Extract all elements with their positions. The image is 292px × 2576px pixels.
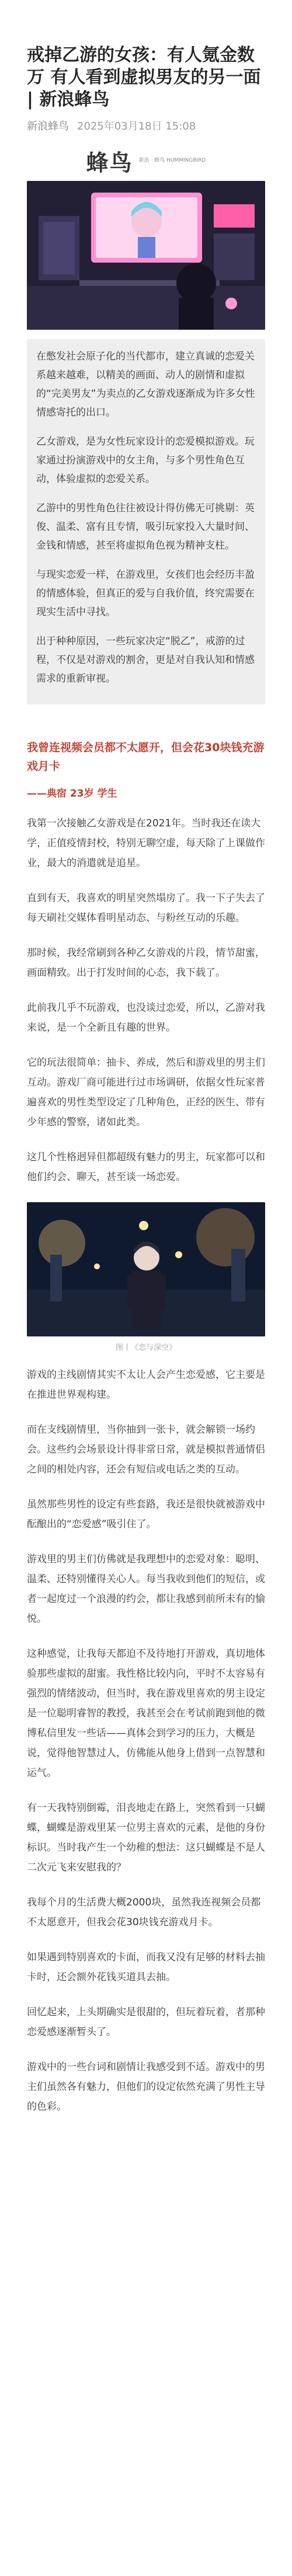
body-paragraph: 那时候，我经常刷到各种乙女游戏的片段，情节甜蜜，画面精致。出于打发时间的心态，我下载了。 <box>27 947 265 979</box>
intro-paragraph: 与现实恋爱一样，在游戏里，女孩们也会经历丰盈的情感体验，但真正的爱与自我价值，终究需要在现实生活中寻找。 <box>36 569 255 618</box>
body-paragraph: 这种感觉，让我每天都迫不及待地打开游戏，真切地体验那些虚拟的甜蜜。我性格比较内向，平时不太容易有强烈的情绪波动，但当时，我在游戏里喜欢的男主设定是一位聪明睿智的教授，我甚至会在考试前跑到他的微博私信里发一些话——真体会到学习的压力，大概是说，觉得他智慧过人，仿佛能从他身上借到一点智慧和运气。 <box>27 1648 265 1779</box>
body-paragraph: 我每个月的生活费大概2000块，虽然我连视频会员都不太愿意开，但我会花30块钱充游戏月卡。 <box>27 1897 261 1928</box>
body-paragraph: 此前我几乎不玩游戏，也没谈过恋爱，所以，乙游对我来说，是一个全新且有趣的世界。 <box>27 1002 265 1034</box>
body-paragraph: 它的玩法很简单：抽卡、养成，然后和游戏里的男主们互动。游戏厂商可能进行过市场调研，依据女性玩家普遍喜欢的男性类型设定了几种角色，正经的医生、带有少年感的警察，诸如此类。 <box>27 1057 265 1128</box>
body-paragraph: 有一天我特别倒霉，泪丧地走在路上，突然看到一只蝴蝶，蝴蝶是游戏里某一位男主喜欢的元素，是他的身份标识。当时我产生一个幼稚的想法：这只蝴蝶是不是人二次元飞来安慰我的？ <box>27 1802 265 1873</box>
intro-box <box>27 339 265 704</box>
body-paragraph: 回忆起来，上头期确实是很甜的，但玩着玩着，者那种恋爱感逐渐暂头了。 <box>27 2006 265 2038</box>
section-byline: ——典宿 23岁 学生 <box>27 788 117 800</box>
article-date: 2025年03月18日 15:08 <box>77 120 196 132</box>
body-paragraph: 游戏中的一些台词和剧情让我感受到不适。游戏中的男主们虽然各有魅力，但他们的设定依然充满了男性主导的色彩。 <box>27 2061 265 2113</box>
brand-logo-sub: 新浪 · 蜂鸟 HUMMINGBIRD <box>138 157 206 163</box>
body-paragraph: 如果遇到特别喜欢的卡面，而我又没有足够的材料去抽卡时，还会额外花钱买道具去抽。 <box>27 1952 265 1983</box>
body-paragraph: 而在支线剧情里，当你抽到一张卡，就会解锁一场约会。这些约会场景设计得非常日常，就是模拟普通情侣之间的相处内容，还会有短信或电话之类的互动。 <box>27 1424 265 1475</box>
article-body <box>27 814 265 2117</box>
body-paragraph: 这几个性格迥异但都超级有魅力的男主，玩家都可以和他们约会、聊天，甚至谈一场恋爱。 <box>27 1151 265 1183</box>
cover-illustration <box>27 181 265 330</box>
body-paragraph: 游戏的主线剧情其实不太让人会产生恋爱感，它主要是在推进世界观构建。 <box>27 1369 265 1401</box>
brand-logo <box>0 145 292 176</box>
article-title: 戒掉乙游的女孩：有人氪金数万 有人看到虚拟男友的另一面 | 新浪蜂鸟 <box>27 45 261 110</box>
body-paragraph: 游戏里的男主们仿佛就是我理想中的恋爱对象：聪明、温柔、还特别懂得关心人。每当我收到他们的短信，或者一起度过一个浪漫的约会，都让我感到前所未有的愉悦。 <box>27 1554 265 1625</box>
game-screenshot <box>27 1202 265 1336</box>
body-paragraph: 我第一次接触乙女游戏是在2021年。当时我还在读大学，正值疫情封校，特别无聊空虚，每天除了上课做作业，最大的消遣就是追星。 <box>27 818 265 869</box>
brand-logo-text: 蜂鸟 <box>86 149 133 176</box>
figure-caption: 图丨《恋与深空》 <box>115 1343 176 1352</box>
article-meta <box>27 118 265 133</box>
intro-paragraph: 乙游中的男性角色往往被设计得仿佛无可挑剔：英俊、温柔、富有且专情，吸引玩家投入大量时间、金钱和情感，甚至将虚拟角色视为精神支柱。 <box>36 502 255 551</box>
section-quote <box>27 738 265 800</box>
article-source[interactable]: 新浪蜂鸟 <box>27 120 69 132</box>
section-heading: 我曾连视频会员都不太愿开，但会花30块钱充游戏月卡 <box>27 741 265 773</box>
intro-paragraph: 出于种种原因，一些玩家决定“脱乙”，戒游的过程，不仅是对游戏的割舍，更是对自我认知和情感需求的重新审视。 <box>36 636 255 685</box>
body-paragraph: 直到有天，我喜欢的明星突然塌房了。我一下子失去了每天刷社交媒体看明星动态、与粉丝互动的乐趣。 <box>27 892 265 924</box>
intro-paragraph: 在憋发社会原子化的当代都市，建立真诚的恋爱关系越来越难，以精美的画面、动人的剧情和虚拟的“完美男友”为卖点的乙女游戏逐渐成为许多女性情感寄托的出口。 <box>36 351 255 418</box>
body-paragraph: 虽然那些男性的设定有些套路，我还是很快就被游戏中酝酿出的“恋爱感”吸引住了。 <box>27 1499 265 1530</box>
intro-paragraph: 乙女游戏，是为女性玩家设计的恋爱模拟游戏。玩家通过扮演游戏中的女主角，与多个男性角色互动，体验虚拟的恋爱关系。 <box>36 436 255 485</box>
